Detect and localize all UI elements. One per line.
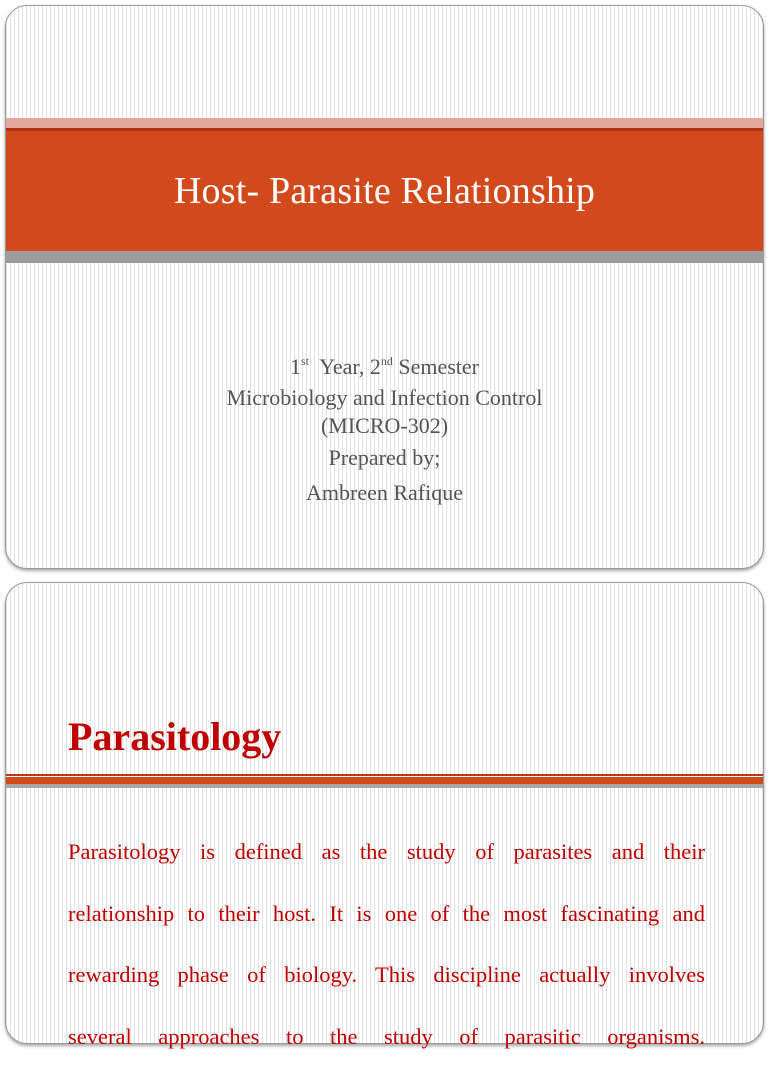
title-band-top-stripe — [6, 118, 763, 128]
heading-rule-gray — [6, 784, 763, 788]
year-semester-line — [6, 349, 763, 384]
body-line: relationship to their host. It is one of the most fascinating and — [68, 883, 705, 945]
slide-title-text: Host- Parasite Relationship — [174, 169, 595, 213]
semester-ordinal: nd — [381, 354, 393, 368]
year-word: Year, 2 — [319, 354, 381, 379]
author-name: Ambreen Rafique — [6, 475, 763, 510]
body-line: several approaches to the study of parasitic organisms. — [68, 1006, 705, 1067]
year-number: 1 — [290, 354, 301, 379]
body-line: rewarding phase of biology. This discipline actually involves — [68, 944, 705, 1006]
course-code: (MICRO-302) — [6, 412, 763, 440]
slide-heading: Parasitology — [68, 713, 281, 760]
title-band-bottom-stripe — [6, 251, 763, 263]
title-band — [6, 131, 763, 251]
prepared-by-label: Prepared by; — [6, 440, 763, 475]
slide-parasitology — [5, 582, 764, 1044]
body-paragraph — [68, 821, 705, 1067]
subtitle-block — [6, 349, 763, 510]
heading-rule-thick — [6, 777, 763, 784]
slide-title — [5, 5, 764, 569]
body-line: Parasitology is defined as the study of parasites and their — [68, 821, 705, 883]
course-name: Microbiology and Infection Control — [6, 384, 763, 412]
year-ordinal: st — [301, 354, 309, 368]
semester-word: Semester — [398, 354, 479, 379]
heading-rule-thin — [6, 774, 763, 776]
